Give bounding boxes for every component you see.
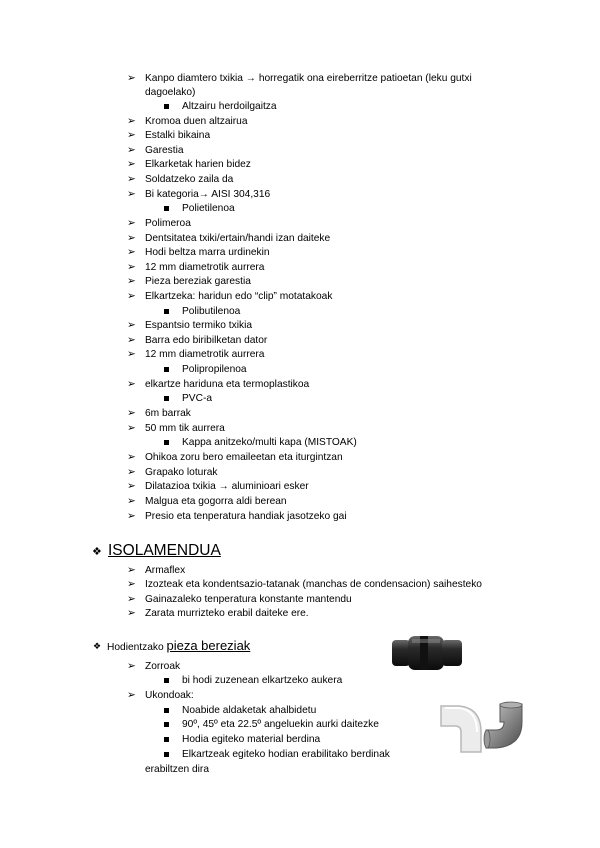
arrow-bullet-icon: ➢ <box>127 115 136 127</box>
list-item-text: PVC-a <box>182 393 213 404</box>
square-bullet-icon <box>164 367 169 372</box>
list-item-text: Dilatazioa txikia → aluminioari esker <box>145 481 309 492</box>
list-item-text: Elkartzeka: haridun edo “clip” motatakoak <box>145 291 333 302</box>
section-title-link: pieza bereziak <box>166 638 251 653</box>
list-item-text: dagoelako) <box>145 87 196 98</box>
arrow-bullet-icon: ➢ <box>127 173 136 185</box>
list-item-text: Polietilenoa <box>182 203 235 214</box>
section-title-prefix: Hodientzako <box>107 642 167 653</box>
arrow-bullet-icon: ➢ <box>127 422 136 434</box>
arrow-bullet-icon: ➢ <box>127 275 136 287</box>
diamond-bullet-icon: ❖ <box>93 641 102 651</box>
list-item-text: Barra edo biribilketan dator <box>145 335 268 346</box>
list-item-text: Ukondoak: <box>145 690 194 701</box>
list-item-text: Dentsitatea txiki/ertain/handi izan daiteke <box>145 233 331 244</box>
list-item-text: 50 mm tik aurrera <box>145 423 225 434</box>
list-item-text: Espantsio termiko txikia <box>145 320 253 331</box>
arrow-bullet-icon: ➢ <box>127 466 136 478</box>
list-item-text: Kanpo diamtero txikia → horregatik ona eireberritze patioetan (leku gutxi <box>145 73 472 84</box>
arrow-bullet-icon: ➢ <box>127 660 136 672</box>
list-item-text: Altzairu herdoilgaitza <box>182 101 277 112</box>
arrow-bullet-icon: ➢ <box>127 334 136 346</box>
arrow-bullet-icon: ➢ <box>127 261 136 273</box>
list-item-text: Grapako loturak <box>145 467 218 478</box>
list-item-text: Hodia egiteko material berdina <box>182 734 321 745</box>
list-item-text: Elkarketak harien bidez <box>145 159 251 170</box>
arrow-bullet-icon: ➢ <box>127 480 136 492</box>
arrow-bullet-icon: ➢ <box>127 451 136 463</box>
list-item-text: Polimeroa <box>145 218 191 229</box>
square-bullet-icon <box>164 309 169 314</box>
arrow-bullet-icon: ➢ <box>127 407 136 419</box>
square-bullet-icon <box>164 737 169 742</box>
list-item-text: Elkartzeak egiteko hodian erabilitako berdinak <box>182 749 390 760</box>
list-item-text: Armaflex <box>145 565 186 576</box>
arrow-bullet-icon: ➢ <box>127 319 136 331</box>
list-item-text: Polipropilenoa <box>182 364 247 375</box>
list-item-text: Pieza bereziak garestia <box>145 276 251 287</box>
list-item-text: Garestia <box>145 145 184 156</box>
arrow-bullet-icon: ➢ <box>127 158 136 170</box>
list-item-text: Kappa anitzeko/multi kapa (MISTOAK) <box>182 437 357 448</box>
arrow-bullet-icon: ➢ <box>127 72 136 84</box>
list-item-text: Hodi beltza marra urdinekin <box>145 247 270 258</box>
arrow-bullet-icon: ➢ <box>127 188 136 200</box>
list-item-text: Zorroak <box>145 661 181 672</box>
list-item-text: Gainazaleko tenperatura konstante mantendu <box>145 594 352 605</box>
list-item-text: Malgua eta gogorra aldi berean <box>145 496 287 507</box>
square-bullet-icon <box>164 396 169 401</box>
arrow-bullet-icon: ➢ <box>127 593 136 605</box>
list-item-text: erabiltzen dira <box>145 764 209 775</box>
arrow-bullet-icon: ➢ <box>127 578 136 590</box>
list-item-text: Kromoa duen altzairua <box>145 116 248 127</box>
arrow-bullet-icon: ➢ <box>127 348 136 360</box>
arrow-bullet-icon: ➢ <box>127 246 136 258</box>
arrow-bullet-icon: ➢ <box>127 607 136 619</box>
list-item-text: Ohikoa zoru bero emaileetan eta iturgintzan <box>145 452 343 463</box>
list-item-text: 90º, 45º eta 22.5º angeluekin aurki daitezke <box>182 719 379 730</box>
arrow-bullet-icon: ➢ <box>127 495 136 507</box>
square-bullet-icon <box>164 752 169 757</box>
list-item-text: bi hodi zuzenean elkartzeko aukera <box>182 675 343 686</box>
square-bullet-icon <box>164 206 169 211</box>
list-item-text: 6m barrak <box>145 408 191 419</box>
arrow-bullet-icon: ➢ <box>127 129 136 141</box>
arrow-bullet-icon: ➢ <box>127 510 136 522</box>
square-bullet-icon <box>164 104 169 109</box>
white-elbow-image <box>437 700 485 756</box>
arrow-bullet-icon: ➢ <box>127 144 136 156</box>
arrow-bullet-icon: ➢ <box>127 564 136 576</box>
list-item-text: 12 mm diametrotik aurrera <box>145 262 265 273</box>
list-item-text: Polibutilenoa <box>182 306 241 317</box>
list-item-text: Soldatzeko zaila da <box>145 174 234 185</box>
list-item-text: elkartze hariduna eta termoplastikoa <box>145 379 310 390</box>
list-item-text: Zarata murrizteko erabil daiteke ere. <box>145 608 309 619</box>
list-item-text: Estalki bikaina <box>145 130 211 141</box>
arrow-bullet-icon: ➢ <box>127 232 136 244</box>
pipe-coupling-image <box>390 632 464 672</box>
arrow-bullet-icon: ➢ <box>127 290 136 302</box>
section-heading: ISOLAMENDUA <box>108 542 221 559</box>
arrow-bullet-icon: ➢ <box>127 689 136 701</box>
square-bullet-icon <box>164 678 169 683</box>
arrow-bullet-icon: ➢ <box>127 378 136 390</box>
metal-elbow-image <box>482 700 526 752</box>
square-bullet-icon <box>164 440 169 445</box>
list-item-text: Bi kategoria→ AISI 304,316 <box>145 189 271 200</box>
list-item-text: Presio eta tenperatura handiak jasotzeko gai <box>145 511 347 522</box>
list-item-text: 12 mm diametrotik aurrera <box>145 349 265 360</box>
square-bullet-icon <box>164 722 169 727</box>
diamond-bullet-icon: ❖ <box>92 546 102 558</box>
square-bullet-icon <box>164 708 169 713</box>
list-item-text: Noabide aldaketak ahalbidetu <box>182 705 317 716</box>
list-item-text: Izozteak eta kondentsazio-tatanak (manchas de condensacion) saihesteko <box>145 579 482 590</box>
section-title-line <box>107 639 250 654</box>
arrow-bullet-icon: ➢ <box>127 217 136 229</box>
